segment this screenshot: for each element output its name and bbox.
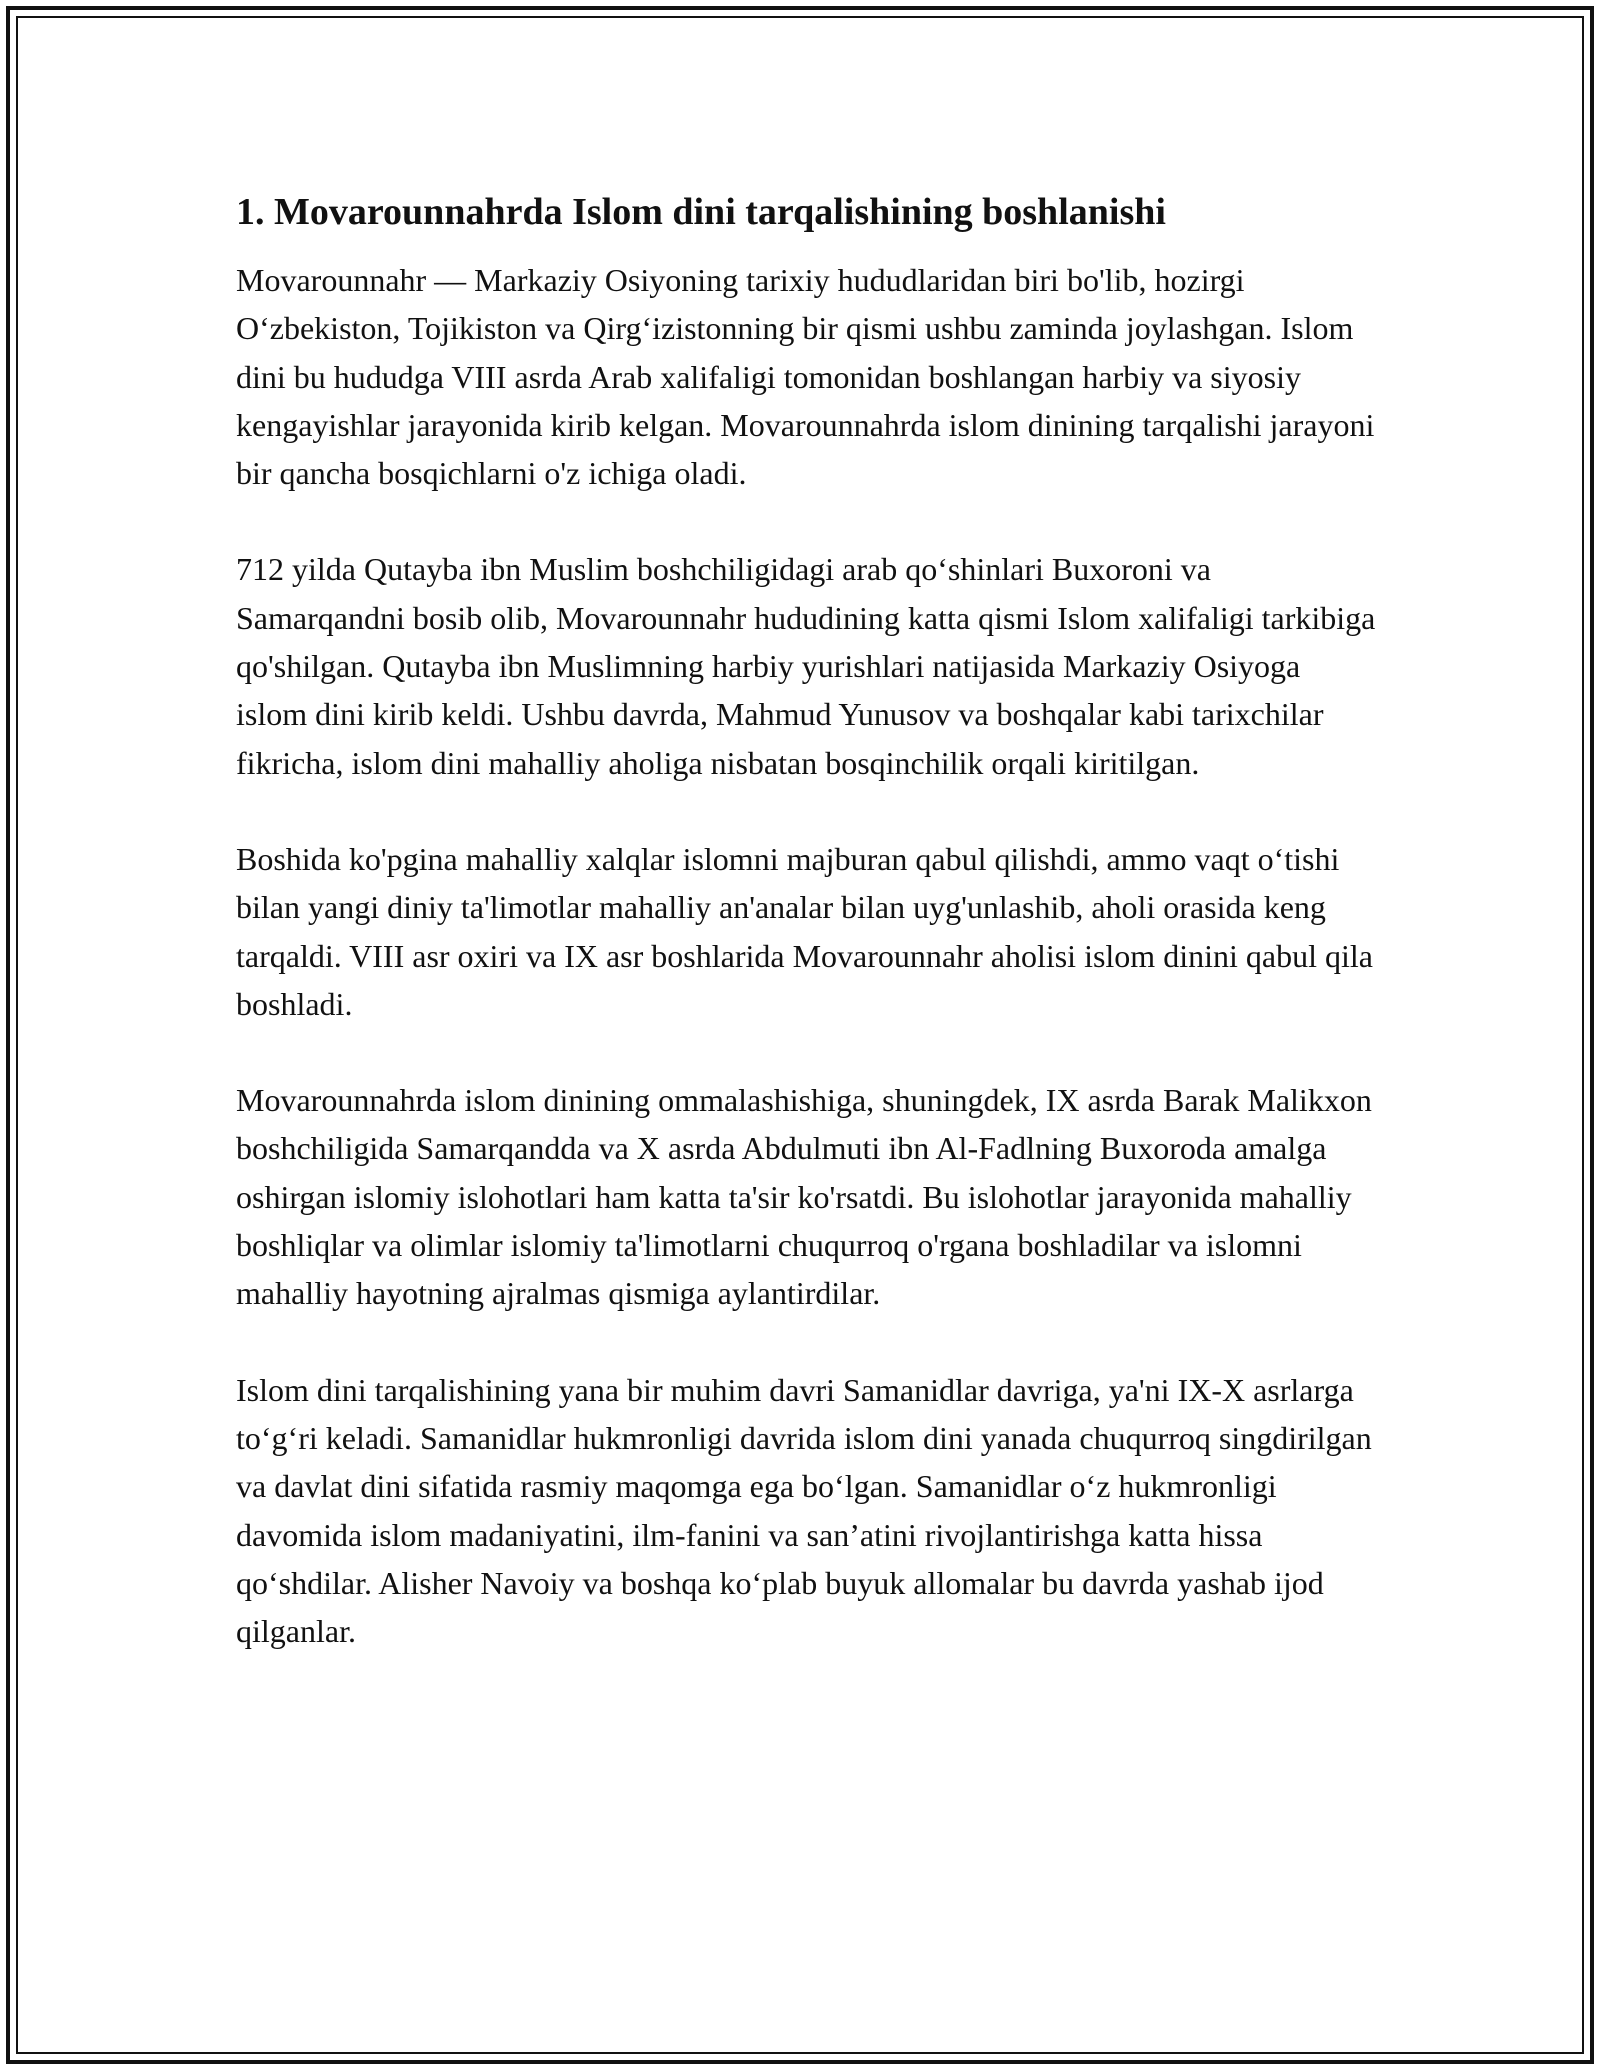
paragraph-5: Islom dini tarqalishining yana bir muhim davri Samanidlar davriga, ya'ni IX-X asrlarga to‘g‘ri keladi. Samanidlar hukmronligi davrida islom dini yanada chuqurroq singdirilgan va davlat dini sifatida rasmiy maqomga ega bo‘lgan. Samanidlar o‘z hukmronligi davomida islom madaniyatini, ilm-fanini va san’atini rivojlantirishga katta hissa qo‘shdilar. Alisher Navoiy va boshqa ko‘plab buyuk allomalar bu davrda yashab ijod qilganlar. [236, 1371, 1372, 1650]
paragraph-2: 712 yilda Qutayba ibn Muslim boshchiligidagi arab qo‘shinlari Buxoroni va Samarqandni bosib olib, Movarounnahr hududining katta qismi Islom xalifaligi tarkibiga qo'shilgan. Qutayba ibn Muslimning harbiy yurishlari natijasida Markaziy Osiyoga islom dini kirib keldi. Ushbu davrda, Mahmud Yunusov va boshqalar kabi tarixchilar fikricha, islom dini mahalliy aholiga nisbatan bosqinchilik orqali kiritilgan. [236, 551, 1376, 781]
section-heading: 1. Movarounnahrda Islom dini tarqalishining boshlanishi [236, 191, 1166, 233]
paragraph-3: Boshida ko'pgina mahalliy xalqlar islomni majburan qabul qilishdi, ammo vaqt o‘tishi bilan yangi diniy ta'limotlar mahalliy an'analar bilan uyg'unlashib, aholi orasida keng tarqaldi. VIII asr oxiri va IX asr boshlarida Movarounnahr aholisi islom dinini qabul qila boshladi. [236, 840, 1373, 1022]
document-body [236, 186, 1376, 1703]
paragraph-4: Movarounnahrda islom dinining ommalashishiga, shuningdek, IX asrda Barak Malikxon boshchiligida Samarqandda va X asrda Abdulmuti ibn Al-Fadlning Buxoroda amalga oshirgan islomiy islohotlari ham katta ta'sir ko'rsatdi. Bu islohotlar jarayonida mahalliy boshliqlar va olimlar islomiy ta'limotlarni chuqurroq o'rgana boshladilar va islomni mahalliy hayotning ajralmas qismiga aylantirdilar. [236, 1082, 1372, 1312]
paragraph-1: Movarounnahr — Markaziy Osiyoning tarixiy hududlaridan biri bo'lib, hozirgi O‘zbekiston, Tojikiston va Qirg‘izistonning bir qismi ushbu zaminda joylashgan. Islom dini bu hududga VIII asrda Arab xalifaligi tomonidan boshlangan harbiy va siyosiy kengayishlar jarayonida kirib kelgan. Movarounnahrda islom dinining tarqalishi jarayoni bir qancha bosqichlarni o'z ichiga oladi. [236, 262, 1375, 492]
